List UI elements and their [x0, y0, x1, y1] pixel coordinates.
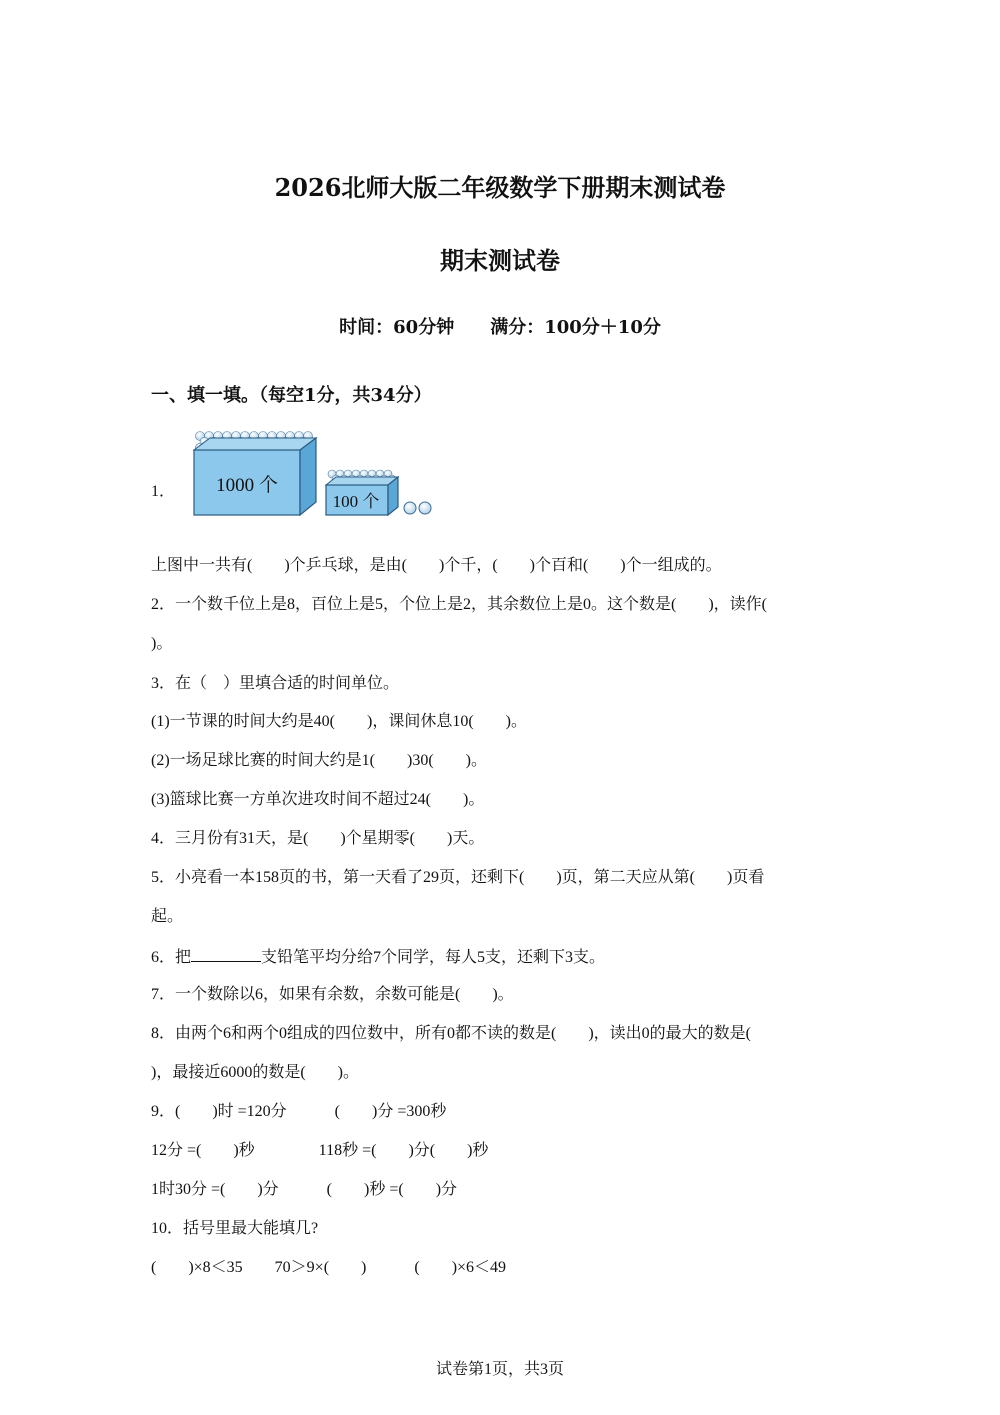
question-1-text: 上图中一共有( )个乒乓球，是由( )个千，( )个百和( )个一组成的。: [151, 557, 722, 574]
answer-blank[interactable]: [191, 945, 261, 962]
question-7-text: 7．一个数除以6，如果有余数，余数可能是( )。: [151, 986, 514, 1003]
question-10-items: ( )×8＜35 70＞9×( ) ( )×6＜49: [151, 1259, 507, 1276]
box-100-icon: [326, 470, 398, 515]
section-heading: 一、填一填。（每空1分，共34分）: [151, 385, 432, 406]
exam-info: [0, 313, 1000, 339]
box-1000-label: 1000 个: [216, 475, 278, 496]
ping-pong-boxes-figure: [188, 430, 448, 525]
question-8-text-cont: )，最接近6000的数是( )。: [151, 1064, 359, 1081]
loose-ball-icon: [404, 502, 416, 514]
question-3-part-1: (1)一节课的时间大约是40( )，课间休息10( )。: [151, 713, 527, 730]
question-9-row-2: 12分 =( )秒 118秒 =( )分( )秒: [151, 1142, 489, 1159]
question-4-text: 4．三月份有31天，是( )个星期零( )天。: [151, 830, 485, 847]
question-6-suffix: 支铅笔平均分给7个同学，每人5支，还剩下3支。: [261, 949, 606, 966]
question-8-text: 8．由两个6和两个0组成的四位数中，所有0都不读的数是( )，读出0的最大的数是(: [151, 1025, 751, 1042]
question-3-part-2: (2)一场足球比赛的时间大约是1( )30( )。: [151, 752, 487, 769]
question-5-text: 5．小亮看一本158页的书，第一天看了29页，还剩下( )页，第二天应从第( )页看: [151, 869, 765, 886]
loose-ball-icon: [419, 502, 431, 514]
question-2-text-cont: )。: [151, 635, 173, 652]
box-100-label: 100 个: [332, 492, 380, 511]
total-score: 满分：100分＋10分: [490, 317, 661, 338]
question-10-text: 10．括号里最大能填几?: [151, 1220, 319, 1237]
question-9-row-3: 1时30分 =( )分 ( )秒 =( )分: [151, 1181, 458, 1198]
question-1-number: 1．: [151, 483, 176, 500]
question-5-text-cont: 起。: [151, 908, 184, 925]
page-footer: 试卷第1页，共3页: [435, 1361, 564, 1378]
question-6-prefix: 6．把: [151, 949, 192, 966]
document-title: 2026北师大版二年级数学下册期末测试卷: [274, 173, 726, 202]
question-9-row-1: 9．( )时 =120分 ( )分 =300秒: [151, 1103, 447, 1120]
question-3-part-3: (3)篮球比赛一方单次进攻时间不超过24( )。: [151, 791, 485, 808]
question-6-text: [151, 945, 605, 969]
question-3-text: 3．在（ ）里填合适的时间单位。: [151, 675, 400, 692]
document-subtitle: 期末测试卷: [440, 246, 560, 275]
time-limit: 时间：60分钟: [339, 317, 455, 338]
question-2-text: 2．一个数千位上是8，百位上是5，个位上是2，其余数位上是0。这个数是( )，读作(: [151, 596, 767, 613]
box-1000-icon: [194, 432, 316, 516]
